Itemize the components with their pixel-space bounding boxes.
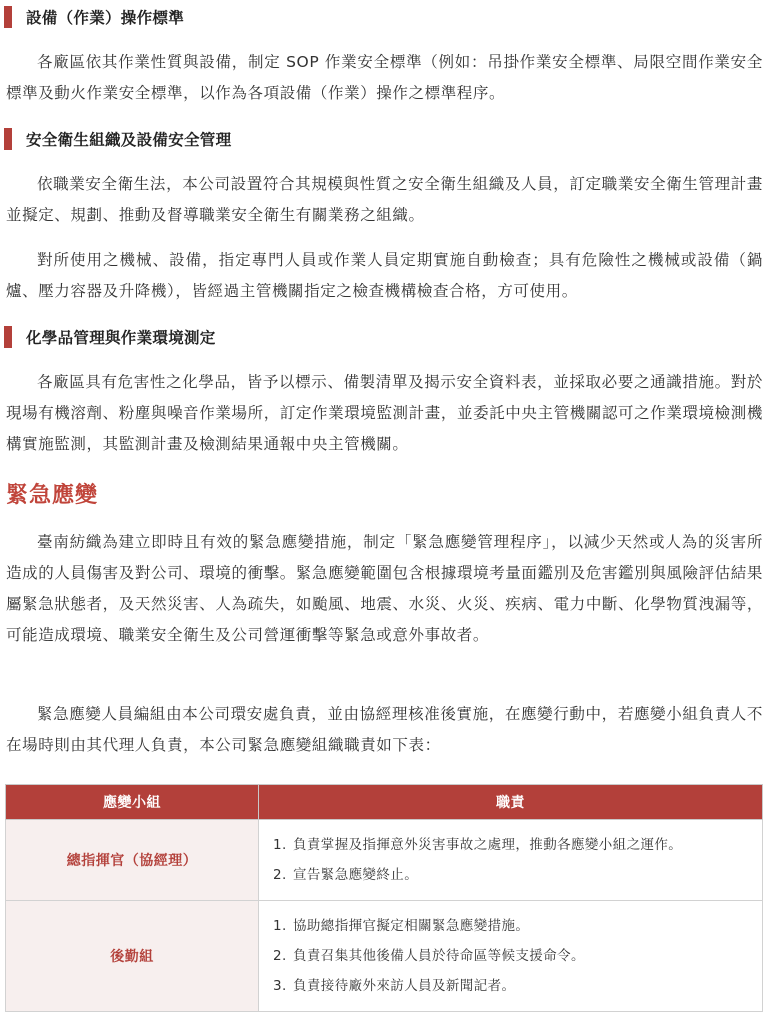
duty-number: 1. xyxy=(273,918,287,934)
column-header-duties: 職責 xyxy=(259,785,763,820)
section-title: 安全衛生組織及設備安全管理 xyxy=(26,131,232,149)
section-bar-marker xyxy=(4,128,12,150)
duty-text: 負責掌握及指揮意外災害事故之處理，推動各應變小組之運作。 xyxy=(293,837,683,853)
table-row xyxy=(6,820,763,901)
duty-text: 協助總指揮官擬定相關緊急應變措施。 xyxy=(293,918,530,934)
table-row xyxy=(6,901,763,1012)
duty-text: 負責接待廠外來訪人員及新聞記者。 xyxy=(293,978,516,994)
paragraph-chemical-management: 各廠區具有危害性之化學品，皆予以標示、備製清單及揭示安全資料表，並採取必要之通識措施。對於現場有機溶劑、粉塵與噪音作業場所，訂定作業環境監測計畫，並委託中央主管機關認可之作業環境檢測機構實施監測，其監測計畫及檢測結果通報中央主管機關。 xyxy=(6,373,763,453)
duties-cell xyxy=(259,901,763,1012)
emergency-responsibility-table xyxy=(5,784,763,1012)
duty-number: 1. xyxy=(273,837,287,853)
emergency-heading: 緊急應變 xyxy=(6,483,99,508)
column-header-group: 應變小組 xyxy=(6,785,259,820)
duty-text: 宣告緊急應變終止。 xyxy=(293,867,419,883)
section-bar-marker xyxy=(4,6,12,28)
paragraph-emergency-procedure: 臺南紡織為建立即時且有效的緊急應變措施，制定「緊急應變管理程序」，以減少天然或人為的災害所造成的人員傷害及對公司、環境的衝擊。緊急應變範圍包含根據環境考量面鑑別及危害鑑別與風險評估結果屬緊急狀態者，及天然災害、人為疏失，如颱風、地震、水災、火災、疾病、電力中斷、化學物質洩漏等，可能造成環境、職業安全衛生及公司營運衝擊等緊急或意外事故者。 xyxy=(6,533,763,644)
section-header-chemical-management xyxy=(4,324,216,350)
group-cell: 總指揮官（協經理） xyxy=(6,820,259,901)
duty-item xyxy=(273,911,762,941)
section-header-safety-organization xyxy=(4,126,231,152)
duty-item xyxy=(273,941,762,971)
duty-number: 3. xyxy=(273,978,287,994)
table-header-row xyxy=(6,785,763,820)
duties-cell xyxy=(259,820,763,901)
duty-item xyxy=(273,860,762,890)
section-bar-marker xyxy=(4,326,12,348)
paragraph-emergency-organization: 緊急應變人員編組由本公司環安處負責，並由協經理核准後實施，在應變行動中，若應變小組負責人不在場時則由其代理人負責，本公司緊急應變組織職責如下表： xyxy=(6,705,763,754)
duty-item xyxy=(273,971,762,1001)
group-cell: 後勤組 xyxy=(6,901,259,1012)
paragraph-equipment-inspection: 對所使用之機械、設備，指定專門人員或作業人員定期實施自動檢查；具有危險性之機械或設備（鍋爐、壓力容器及升降機），皆經過主管機關指定之檢查機構檢查合格，方可使用。 xyxy=(6,251,763,300)
section-title: 化學品管理與作業環境測定 xyxy=(26,329,216,347)
section-title: 設備（作業）操作標準 xyxy=(26,9,185,27)
duty-item xyxy=(273,830,762,860)
section-header-equipment-sop xyxy=(4,4,184,30)
duty-number: 2. xyxy=(273,867,287,883)
duty-number: 2. xyxy=(273,948,287,964)
paragraph-equipment-sop: 各廠區依其作業性質與設備，制定 SOP 作業安全標準（例如：吊掛作業安全標準、局限空間作業安全標準及動火作業安全標準，以作為各項設備（作業）操作之標準程序。 xyxy=(6,53,763,102)
paragraph-safety-organization: 依職業安全衛生法，本公司設置符合其規模與性質之安全衛生組織及人員，訂定職業安全衛生管理計畫並擬定、規劃、推動及督導職業安全衛生有關業務之組織。 xyxy=(6,175,763,224)
duty-text: 負責召集其他後備人員於待命區等候支援命令。 xyxy=(293,948,585,964)
